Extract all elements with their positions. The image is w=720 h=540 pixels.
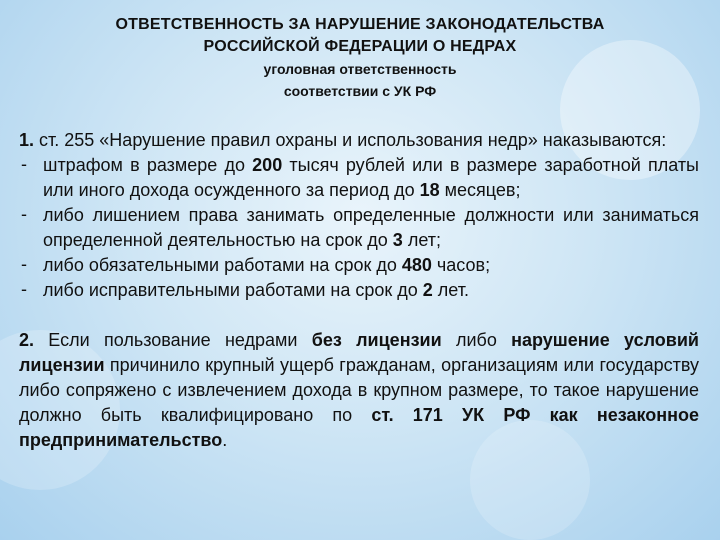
section-2-emphasis: ст. 171 УК РФ как незаконное предпринимательство [19, 405, 699, 450]
section-2-emphasis: нарушение условий лицензии [19, 330, 699, 375]
section-2-text: либо [441, 330, 512, 350]
section-1-intro-text: ст. 255 «Нарушение правил охраны и использования недр» наказываются: [34, 130, 667, 150]
list-item-text: штрафом в размере до [43, 155, 253, 175]
list-item-emphasis: 480 [401, 255, 432, 275]
slide-subtitle-line-2: соответствии с УК РФ [283, 83, 437, 99]
slide-subtitle-line-1: уголовная ответственность [263, 61, 457, 77]
list-item [19, 153, 699, 203]
bullet-dash: - [21, 204, 27, 224]
section-2-paragraph [19, 328, 699, 453]
list-item-text: тысяч рублей или в размере заработной платы или иного дохода осужденного за период до [43, 155, 699, 200]
list-item-text: часов; [431, 255, 491, 275]
list-item [19, 278, 699, 303]
section-1-number: 1. [19, 130, 35, 150]
list-item-emphasis: 2 [422, 280, 433, 300]
section-1-intro [19, 128, 699, 153]
slide-header [40, 14, 680, 102]
list-item-emphasis: 200 [252, 155, 283, 175]
list-item-text: либо исправительными работами на срок до [43, 280, 423, 300]
bullet-dash: - [21, 154, 27, 174]
bullet-dash: - [21, 279, 27, 299]
list-item [19, 253, 699, 278]
list-item-text: либо лишением права занимать определенные должности или заниматься определенной деятельностью на срок до [43, 205, 699, 250]
list-item-text: месяцев; [439, 180, 521, 200]
bullet-dash: - [21, 254, 27, 274]
list-item-emphasis: 18 [419, 180, 440, 200]
list-item-text: лет; [402, 230, 441, 250]
section-2-number: 2. [19, 330, 35, 350]
list-item-text: либо обязательными работами на срок до [43, 255, 402, 275]
section-2-emphasis: без лицензии [311, 330, 442, 350]
list-item-text: лет. [432, 280, 469, 300]
section-2-text: Если пользование недрами [34, 330, 312, 350]
slide-title-line-1: ОТВЕТСТВЕННОСТЬ ЗА НАРУШЕНИЕ ЗАКОНОДАТЕЛЬСТВА [115, 16, 605, 33]
section-2-text: . [222, 430, 228, 450]
slide-title-line-2: РОССИЙСКОЙ ФЕДЕРАЦИИ О НЕДРАХ [203, 38, 517, 55]
list-item-emphasis: 3 [392, 230, 403, 250]
slide-body [19, 128, 699, 453]
penalty-list [19, 153, 699, 303]
section-2-text: причинило крупный ущерб гражданам, организациям или государству либо сопряжено с извлечением дохода в крупном размере, то такое нарушение должно быть квалифицировано по [19, 355, 699, 425]
list-item [19, 203, 699, 253]
